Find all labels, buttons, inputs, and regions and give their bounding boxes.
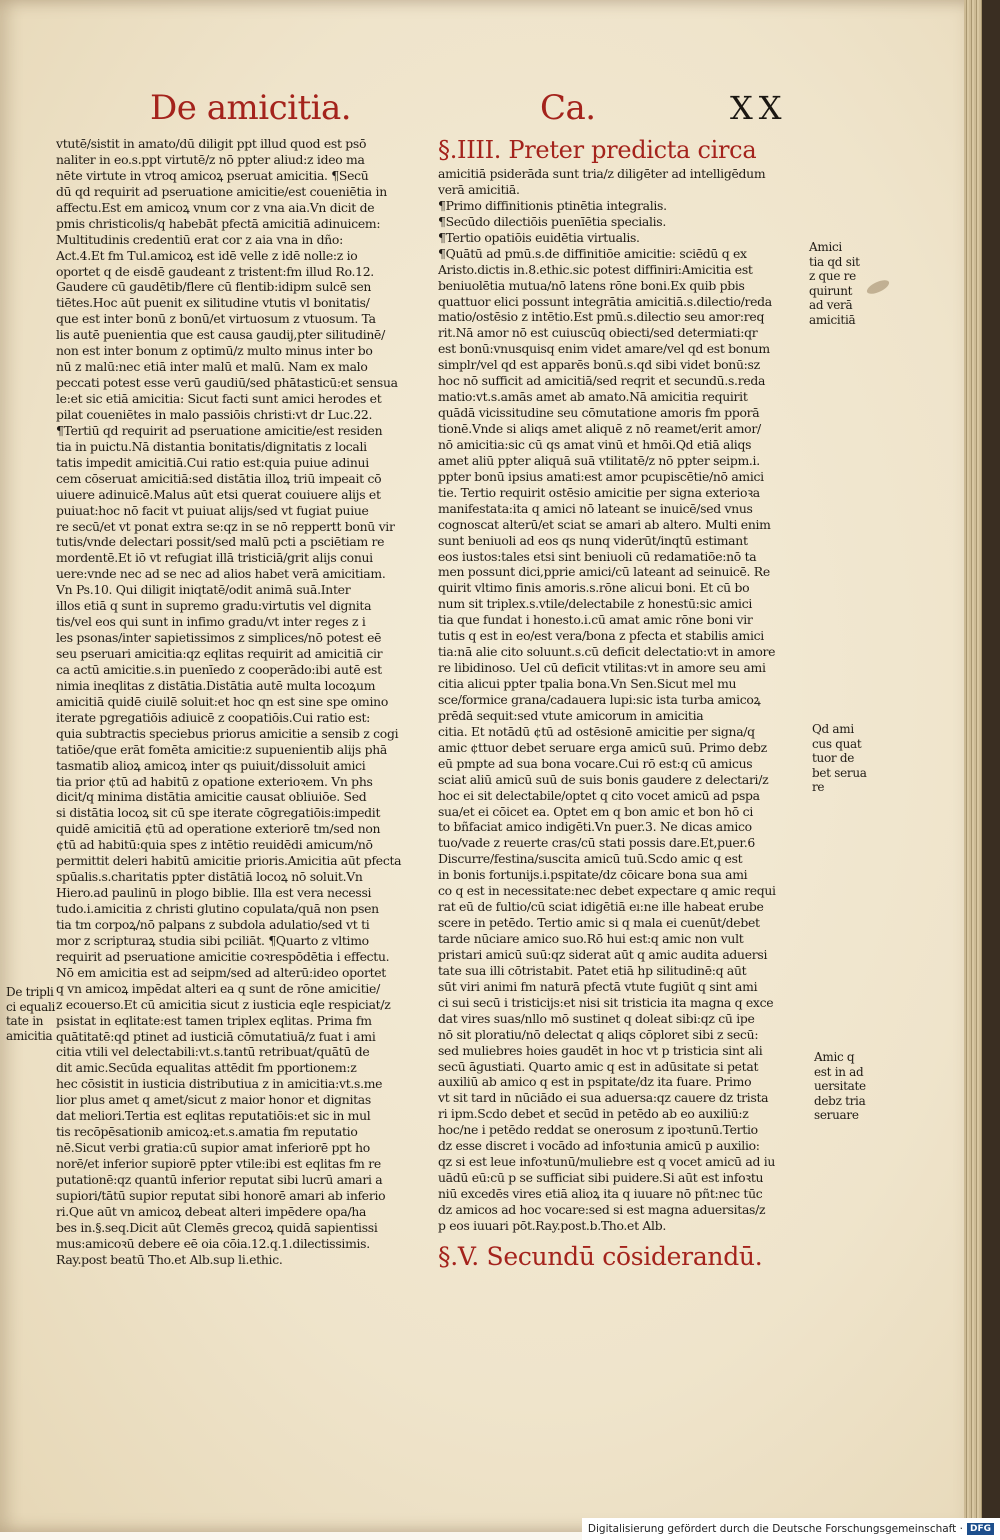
- text-line: vt sit tard in nūciādo ei sua aduersa:qz cauere dz trista: [438, 1090, 769, 1106]
- text-line: z ecouerso.Et cū amicitia sicut z iusticia eqle respiciat/z: [56, 996, 391, 1012]
- text-line: Aristo.dictis in.8.ethic.sic potest diffiniri:Amicitia est: [438, 261, 753, 277]
- chapter-label: [540, 88, 596, 130]
- text-line: secū āgustiati. Quarto amic q est in adūsitate si petat: [438, 1058, 759, 1074]
- text-line: Nō em amicitia est ad seipm/sed ad alterū:ideo oportet: [56, 964, 386, 980]
- text-line: ri ipm.Scdo debet et secūd in petēdo ab eo auxiliū:z: [438, 1106, 749, 1122]
- text-line: in bonis fortunijs.i.pspitate/dz cōicare bona sua ami: [438, 867, 748, 883]
- text-line: sūt viri animi fm naturā pfectā vtute fugiūt q sint ami: [438, 978, 758, 994]
- text-line: tia:nā alie cito soluunt.s.cū deficit delectatio:vt in amore: [438, 644, 776, 660]
- text-line: tudo.i.amicitia z christi glutino copulata/quā non psen: [56, 901, 379, 916]
- text-line: mor z scripturaꝝ studia sibi pciliāt. ¶Quarto z vltimo: [56, 932, 369, 948]
- text-line: ¶Tertio opatiōis euidētia virtualis.: [438, 229, 640, 245]
- text-line: citia vtili vel delectabili:vt.s.tantū retribuat/quātū de: [56, 1044, 370, 1060]
- text-line: nimia ineqlitas z distātia.Distātia autē multa locoꝝum: [56, 677, 376, 693]
- text-line: Gaudere cū gaudētib/flere cū flentib:idipm sulcē sen: [56, 279, 372, 295]
- text-line: Vn Ps.10. Qui diligit iniqtatē/odit animā suā.Inter: [56, 582, 351, 598]
- text-line: tarde nūciare amico suo.Rō hui est:q amic non vult: [438, 931, 744, 946]
- text-line: scere in petēdo. Tertio amic si q mala ei cuenūt/debet: [438, 915, 760, 931]
- margin-note-line: De tripli: [6, 985, 54, 999]
- text-line: prēdā sequit:sed vtute amicorum in amicitia: [438, 707, 704, 723]
- text-line: Multitudinis credentiū erat cor z aia vna in dño:: [56, 231, 343, 247]
- text-line: matio:vt.s.amās amet ab amato.Nā amicitia requirit: [438, 389, 748, 405]
- text-line: ¶Primo diffinitionis ptinētia integralis.: [438, 197, 667, 213]
- text-line: sciat aliū amicū suū de suis bonis gaudere z delectari/z: [438, 771, 769, 787]
- margin-note-line: Qd ami: [812, 722, 854, 736]
- text-line: rat eū de fultio/cū sciat idigētiā eı:ne ille habeat erube: [438, 899, 764, 915]
- text-line: ¶Tertiū qd requirit ad pseruatione amicitie/est residen: [56, 422, 383, 438]
- text-line: naliter in eo.s.ppt virtutē/z nō ppter aliud:z ideo ma: [56, 151, 365, 167]
- text-line: q vn amicoꝝ impēdat alteri ea q sunt de rōne amicitie/: [56, 980, 380, 996]
- text-line: eos iustos:tales etsi sint beniuoli cū redamatiōe:nō ta: [438, 548, 757, 564]
- footer-credit-text: Digitalisierung gefördert durch die Deutsche Forschungsgemeinschaft ·: [587, 1523, 963, 1535]
- text-line: pmis christicolis/q habebāt pfectā amicitiā adinuicem:: [56, 215, 381, 231]
- text-line: pristari amicū suū:qz siderat aūt q amic audita aduersi: [438, 946, 768, 962]
- text-line: sunt beniuoli ad eos qs nunq viderūt/inqtū estimant: [438, 532, 748, 548]
- text-line: uiuere adinuicē.Malus aūt etsi querat couiuere alijs et: [56, 486, 381, 502]
- text-line: permittit deleri habitū amicitie prioris.Amicitia aūt pfecta: [56, 853, 402, 869]
- margin-note-line: debz tria: [814, 1093, 866, 1108]
- right-body-text: [438, 166, 808, 1234]
- text-line: ¢tū ad habitū:quia spes z intētio reuidēdi amicum/nō: [56, 837, 373, 853]
- text-line: lior plus amet q amet/sicut z maior honor et dignitas: [56, 1092, 371, 1108]
- text-line: puiuat:hoc nō facit vt puiuat alijs/sed vt fugiat puiue: [56, 502, 369, 518]
- text-line: Hiero.ad paulinū in plogo biblie. Illa est vera necessi: [56, 885, 372, 901]
- margin-note-line: est in ad: [814, 1064, 864, 1079]
- text-line: putationē:qz quantū inferior reputat sibi lucrū amari a: [56, 1171, 383, 1187]
- section-heading: §.IIII. Preter predicta circa: [438, 136, 757, 164]
- text-line: qz si est leue infoꝛtunū/muliebre est q vocet amicū ad iu: [438, 1154, 776, 1170]
- running-title: [150, 88, 351, 130]
- text-line: hec cōsistit in iusticia distributiua z in amicitia:vt.s.me: [56, 1076, 383, 1092]
- text-line: quia subtractis speciebus priorus amicitie a sensib z cogi: [56, 725, 399, 741]
- text-line: tasmatib alioꝝ amicoꝝ inter qs puiuit/dissoluit amici: [56, 757, 366, 773]
- text-line: amicitiā psiderāda sunt tria/z diligēter ad intelligēdum: [438, 166, 766, 181]
- margin-note-line: z que re: [809, 269, 856, 283]
- text-line: hoc/ne i petēdo reddat se onerosum z ipoꝛtunū.Tertio: [438, 1122, 758, 1138]
- text-line: citia alicui ppter tpalia bona.Vn Sen.Sicut mel mu: [438, 676, 737, 691]
- margin-note-right-1: [809, 240, 877, 327]
- text-line: dit amic.Secūda equalitas attēdit fm pportionem:z: [56, 1060, 357, 1076]
- margin-note-line: tia qd sit: [809, 254, 860, 269]
- text-line: les psonas/inter sapietissimos z simplices/nō potest eē: [56, 630, 382, 646]
- text-line: tia que fundat i honesto.i.cū amat amic rōne boni vir: [438, 612, 753, 628]
- margin-note-right-2: [812, 722, 874, 795]
- margin-note-line: Amic q: [814, 1050, 855, 1064]
- margin-note-line: amicitiā: [809, 312, 856, 327]
- text-line: tia prior ¢tū ad habitū z opatione exterioꝛem. Vn phs: [56, 773, 373, 789]
- text-line: simplr/vel qd est apparēs bonū.s.qd sibi videt bonū:sz: [438, 357, 760, 373]
- text-line: tuo/vade z reuerte cras/cū stati possis dare.Et,puer.6: [438, 835, 755, 851]
- margin-note-line: seruare: [814, 1108, 859, 1122]
- text-line: tatiōe/que erāt fomēta amicitie:z supuenientib alijs phā: [56, 741, 387, 757]
- text-line: hoc nō sufficit ad amicitiā/sed reqrit et secundū.s.reda: [438, 373, 766, 389]
- text-line: tis/vel eos qui sunt in infimo gradu/vt inter reges z i: [56, 614, 366, 630]
- text-line: amicitiā quidē ciuilē soluit:et hoc qn est sine spe omino: [56, 693, 388, 709]
- margin-note-left: [6, 985, 58, 1043]
- text-line: eū pmpte ad sua bona vocare.Cui rō est:q cū amicus: [438, 755, 753, 771]
- text-line: amet aliū ppter aliquā suā vtilitatē/z nō ppter seipm.i.: [438, 452, 760, 468]
- page-edge: [964, 0, 982, 1532]
- text-line: peccati potest esse verū gaudiū/sed phātasticū:et sensua: [56, 375, 398, 391]
- margin-note-line: tuor de: [812, 751, 855, 765]
- margin-note-line: ad verā: [809, 298, 853, 312]
- text-line: cognoscat alterū/et sciat se amari ab altero. Multi enim: [438, 516, 771, 532]
- text-line: mordentē.Et iō vt refugiat illā tristiciā/grit alijs conui: [56, 550, 373, 566]
- margin-note-line: uersitate: [814, 1079, 866, 1093]
- margin-note-line: ci equali: [6, 999, 56, 1014]
- chapter-number: [730, 88, 788, 130]
- text-line: iterate pgregatiōis adiuicē z coopatiōis.Cui ratio est:: [56, 709, 371, 725]
- margin-note-line: amicitia: [6, 1028, 53, 1043]
- text-line: tie. Tertio requirit ostēsio amicitie per signa exterioꝛa: [438, 484, 760, 500]
- text-line: tia tm corpoꝝ/nō palpans z subdola adulatio/sed vt ti: [56, 916, 370, 932]
- text-line: p eos iuuari pōt.Ray.post.b.Tho.et Alb.: [438, 1217, 666, 1233]
- text-line: manifestata:ita q amici nō lateant se inuicē/sed vnus: [438, 500, 753, 516]
- text-line: nē.Sicut verbi gratia:cū supior amat inferiorē ppt ho: [56, 1140, 370, 1156]
- chapter-label-text: Ca.: [540, 88, 596, 128]
- text-line: Ray.post beatū Tho.et Alb.sup li.ethic.: [56, 1251, 283, 1267]
- text-line: mus:amicoꝛū debere eē oia cōia.12.q.1.dilectissimis.: [56, 1235, 370, 1251]
- text-line: auxiliū ab amico q est in pspitate/dz ita fuare. Primo: [438, 1074, 752, 1090]
- text-line: tionē.Vnde si aliqs amet aliquē z nō reamet/erit amor/: [438, 421, 761, 436]
- text-line: sua/et ei cōicet ea. Optet em q bon amic et bon hō ci: [438, 803, 753, 819]
- text-line: nū z malū:nec etiā inter malū et malū. Nam ex malo: [56, 359, 368, 375]
- text-line: dz esse discret i vocādo ad infoꝛtunia amicū p auxilio:: [438, 1138, 760, 1154]
- text-line: uere:vnde nec ad se nec ad alios habet verā amicitiam.: [56, 566, 386, 582]
- text-line: sed muliebres hoies gaudēt in hoc vt p tristicia sint ali: [438, 1042, 763, 1058]
- text-line: est bonū:vnusquisq enim videt amare/vel qd est bonum: [438, 341, 770, 357]
- text-line: verā amicitiā.: [438, 181, 520, 197]
- text-line: lis autē puenientia que est causa gaudij,pter silitudinē/: [56, 327, 385, 343]
- text-line: re libidinoso. Uel cū deficit vtilitas:vt in amore seu ami: [438, 660, 766, 676]
- running-title-text: De amicitia.: [150, 88, 352, 128]
- text-line: citia. Et notādū ¢tū ad ostēsionē amicitie per signa/q: [438, 723, 755, 739]
- text-line: beniuolētia mutua/nō latens rōne boni.Ex quib pbis: [438, 277, 745, 293]
- text-line: si distātia locoꝝ sit cū spe iterate cōgregatiōis:impedit: [56, 805, 381, 821]
- text-line: seu pseruari amicitia:qz eqlitas requirit ad amicitiā cir: [56, 646, 383, 661]
- chapter-number-text: XX: [730, 89, 788, 127]
- text-line: dicit/q minima distātia amicitie causat obliuiōe. Sed: [56, 789, 367, 805]
- text-line: ca actū amicitie.s.in puenīedo z cooperādo:ibi autē est: [56, 661, 382, 677]
- text-line: Act.4.Et fm Tul.amicoꝝ est idē velle z idē nolle:z io: [56, 247, 358, 263]
- margin-note-right-3: [814, 1050, 878, 1123]
- margin-note-line: Amici: [809, 240, 842, 254]
- text-line: Discurre/festina/suscita amicū tuū.Scdo amic q est: [438, 851, 743, 867]
- text-line: que est inter bonū z bonū/et virtuosum z vtuosum. Ta: [56, 311, 376, 327]
- text-line: psistat in eqlitate:est tamen triplex eqlitas. Prima fm: [56, 1012, 372, 1028]
- right-text-column: [438, 134, 808, 1274]
- text-line: rit.Nā amor nō est cuiuscūq obiecti/sed determiati:qr: [438, 325, 758, 341]
- text-line: ppter bonū ipsius amati:est amor pcupiscētie/nō amici: [438, 468, 764, 484]
- footer-credit: [582, 1518, 1000, 1540]
- text-line: spūalis.s.charitatis ppter distātiā locoꝝ nō soluit.Vn: [56, 869, 363, 885]
- text-line: amic ¢ttuor debet seruare erga amicū suū. Primo debz: [438, 739, 767, 755]
- margin-note-line: quirunt: [809, 283, 853, 298]
- text-line: men possunt dici,pprie amici/cū lateant ad seinuicē. Re: [438, 564, 770, 580]
- text-line: dū qd requirit ad pseruatione amicitie/est coueniētia in: [56, 183, 387, 199]
- text-line: affectu.Est em amicoꝝ vnum cor z vna aia.Vn dicit de: [56, 199, 375, 215]
- text-line: illos etiā q sunt in supremo gradu:virtutis vel dignita: [56, 598, 372, 614]
- text-line: pilat coueniētes in malo passiōis christi:vt dr Luc.22.: [56, 406, 373, 422]
- text-line: nēte virtute in vtroq amicoꝝ pseruat amicitia. ¶Secū: [56, 167, 369, 183]
- text-line: oportet q de eisdē gaudeant z tristent:fm illud Ro.12.: [56, 263, 374, 279]
- text-line: norē/et inferior supiorē ppter vtile:ibi est eqlitas fm re: [56, 1156, 381, 1171]
- text-line: non est inter bonum z optimū/z multo minus inter bo: [56, 343, 373, 359]
- text-line: tiētes.Hoc aūt puenit ex silitudine vtutis vl bonitatis/: [56, 295, 370, 311]
- text-line: tis recōpēsationib amicoꝝ:et.s.amatia fm reputatio: [56, 1124, 358, 1140]
- text-line: matio/ostēsio z intētio.Est pmū.s.dilectio seu amor:req: [438, 309, 765, 325]
- text-line: dz amicos ad hoc vocare:sed si est magna aduersitas/z: [438, 1201, 766, 1217]
- text-line: requirit ad pseruatione amicitie coꝛrespōdētia i effectu.: [56, 948, 390, 964]
- text-line: quādā vicissitudine seu cōmutatione amoris fm pporā: [438, 405, 760, 421]
- text-line: supiori/tātū supior reputat sibi honorē amari ab inferio: [56, 1187, 386, 1203]
- text-line: quirit vltimo finis amoris.s.rōne alicui boni. Et cū bo: [438, 580, 750, 596]
- text-line: tutis/vnde delectari possit/sed malū pcti a psciētiam re: [56, 534, 385, 550]
- text-line: tia in puictu.Nā distantia bonitatis/dignitatis z locali: [56, 438, 367, 454]
- text-line: tatis impedit amicitiā.Cui ratio est:quia puiue adinui: [56, 454, 369, 470]
- text-line: ri.Que aūt vn amicoꝝ debeat alteri impēdere opa/ha: [56, 1203, 367, 1219]
- text-line: re secū/et vt ponat extra se:qz in se nō reppertt bonū vir: [56, 518, 395, 534]
- text-line: co q est in necessitate:nec debet expectare q amic requi: [438, 883, 776, 899]
- margin-note-line: re: [812, 780, 825, 794]
- text-line: num sit triplex.s.vtile/delectabile z honestū:sic amici: [438, 596, 753, 612]
- text-line: quātitatē:qd ptinet ad iusticiā cōmutatiuā/z fuat i ami: [56, 1028, 376, 1044]
- text-line: tate sua illi cōtristabit. Patet etiā hp silitudinē:q aūt: [438, 962, 747, 978]
- text-line: le:et sic etiā amicitia: Sicut facti sunt amici herodes et: [56, 391, 382, 406]
- text-line: quidē amicitiā ¢tū ad operatione exteriorē tm/sed non: [56, 821, 381, 837]
- margin-note-line: tate in: [6, 1014, 44, 1028]
- text-line: ¶Quātū ad pmū.s.de diffinitiōe amicitie: sciēdū q ex: [438, 245, 747, 261]
- text-line: hoc ei sit delectabile/optet q cito vocet amicū ad pspa: [438, 787, 760, 803]
- text-line: bes in.§.seq.Dicit aūt Clemēs grecoꝝ quidā sapientissi: [56, 1219, 378, 1235]
- text-line: tutis q est in eo/est vera/bona z pfecta et stabilis amici: [438, 628, 764, 644]
- text-line: dat vires suas/nllo mō sustinet q doleat sibi:qz cū ipe: [438, 1010, 755, 1026]
- margin-note-line: cus quat: [812, 736, 862, 751]
- closing-heading: §.V. Secundū cōsiderandū.: [438, 1241, 763, 1271]
- text-line: niū excedēs vires etiā alioꝝ ita q iuuare nō pñt:nec tūc: [438, 1186, 763, 1201]
- text-line: vtutē/sistit in amato/dū diligit ppt illud quod est psō: [56, 136, 367, 151]
- left-text-column: [56, 136, 420, 1268]
- text-line: to bñfaciat amico indigēti.Vn puer.3. Ne dicas amico: [438, 819, 752, 835]
- text-line: nō amicitia:sic cū qs amat vinū et hmōi.Qd etiā aliqs: [438, 436, 752, 452]
- margin-note-line: bet serua: [812, 765, 867, 780]
- text-line: uādū eū:cū p se sufficiat sibi puidere.Si aūt est infoꝛtu: [438, 1170, 764, 1186]
- text-line: ¶Secūdo dilectiōis puenīētia specialis.: [438, 213, 666, 229]
- text-line: cem cōseruat amicitiā:sed distātia illoꝝ triū impeait cō: [56, 470, 382, 486]
- text-line: quattuor elici possunt integrātia amicitiā.s.dilectio/reda: [438, 293, 772, 309]
- text-line: nō sit ploratiu/nō delectat q aliqs cōploret sibi z secū:: [438, 1026, 759, 1042]
- text-line: dat meliori.Tertia est eqlitas reputatiōis:et sic in mul: [56, 1108, 371, 1124]
- text-line: sce/formice grana/cadauera lupi:sic ista turba amicoꝝ: [438, 691, 761, 707]
- dfg-logo: DFG: [967, 1523, 994, 1535]
- text-line: ci sui secū i tristicijs:et nisi sit tristicia ita magna q exce: [438, 994, 774, 1010]
